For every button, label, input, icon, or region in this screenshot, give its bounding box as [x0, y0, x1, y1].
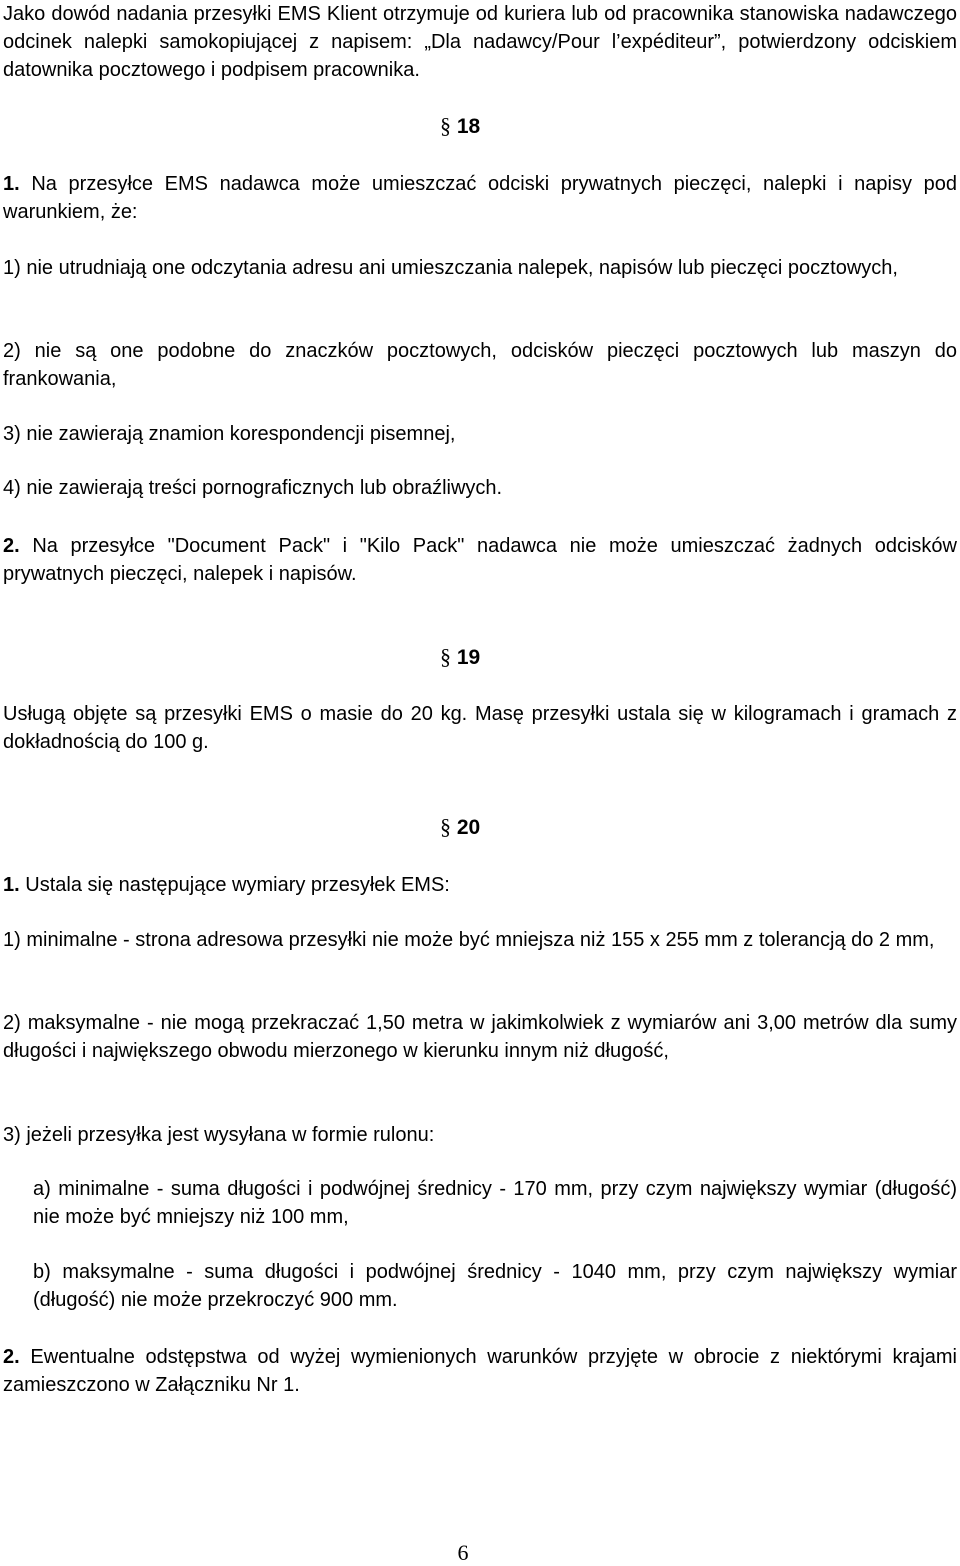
section-20-subitem-b: b) maksymalne - suma długości i podwójnej średnicy - 1040 mm, przy czym największy wymiar (długość) nie może przekroczyć 900 mm.	[33, 1261, 957, 1311]
section-18-item-3: 3) nie zawierają znamion korespondencji pisemnej,	[3, 423, 456, 445]
section-20-item-1: 1) minimalne - strona adresowa przesyłki nie może być mniejsza niż 155 x 255 mm z tolerancją do 2 mm,	[3, 929, 935, 951]
section-18-item-2: 2) nie są one podobne do znaczków pocztowych, odcisków pieczęci pocztowych lub maszyn do frankowania,	[3, 340, 957, 390]
section-number: 19	[456, 646, 481, 669]
paragraph-number: 2.	[3, 535, 20, 557]
section-20-item-2: 2) maksymalne - nie mogą przekraczać 1,50 metra w jakimkolwiek z wymiarów ani 3,00 metrów dla sumy długości i największego obwodu mierzonego w kierunku innym niż długość,	[3, 1012, 957, 1062]
paragraph-text: Na przesyłce EMS nadawca może umieszczać odciski prywatnych pieczęci, nalepki i napisy pod warunkiem, że:	[3, 173, 957, 223]
section-symbol: §	[440, 113, 451, 138]
paragraph-text: Na przesyłce "Document Pack" i "Kilo Pack" nadawca nie może umieszczać żadnych odcisków prywatnych pieczęci, nalepek i napisów.	[3, 535, 957, 585]
paragraph-number: 1.	[3, 874, 20, 896]
section-20-item-3: 3) jeżeli przesyłka jest wysyłana w formie rulonu:	[3, 1124, 435, 1146]
section-20-paragraph-1	[3, 871, 957, 899]
section-19-heading	[440, 643, 480, 672]
section-number: 18	[456, 115, 481, 138]
section-18-heading	[440, 112, 480, 141]
paragraph-text: Ustala się następujące wymiary przesyłek EMS:	[25, 874, 450, 896]
section-19-paragraph: Usługą objęte są przesyłki EMS o masie do 20 kg. Masę przesyłki ustala się w kilogramach i gramach z dokładnością do 100 g.	[3, 703, 957, 753]
section-symbol: §	[440, 644, 451, 669]
section-20-heading	[440, 813, 480, 842]
section-symbol: §	[440, 814, 451, 839]
paragraph-text: Ewentualne odstępstwa od wyżej wymienionych warunków przyjęte w obrocie z niektórymi krajami zamieszczono w Załączniku Nr 1.	[3, 1346, 957, 1396]
section-18-paragraph-1	[3, 170, 957, 226]
section-18-paragraph-2	[3, 532, 957, 588]
paragraph-number: 1.	[3, 173, 20, 195]
section-18-item-1: 1) nie utrudniają one odczytania adresu ani umieszczania nalepek, napisów lub pieczęci pocztowych,	[3, 257, 898, 279]
section-20-subitem-a: a) minimalne - suma długości i podwójnej średnicy - 170 mm, przy czym największy wymiar (długość) nie może być mniejszy niż 100 mm,	[33, 1178, 957, 1228]
intro-paragraph: Jako dowód nadania przesyłki EMS Klient otrzymuje od kuriera lub od pracownika stanowiska nadawczego odcinek nalepki samokopiującej z napisem: „Dla nadawcy/Pour l’expéditeur”, potwierdzony odciskiem datownika pocztowego i podpisem pracownika.	[3, 3, 957, 81]
section-20-paragraph-2	[3, 1343, 957, 1399]
section-number: 20	[456, 816, 481, 839]
paragraph-number: 2.	[3, 1346, 20, 1368]
page-number: 6	[457, 1540, 469, 1565]
section-18-item-4: 4) nie zawierają treści pornograficznych lub obraźliwych.	[3, 477, 503, 499]
